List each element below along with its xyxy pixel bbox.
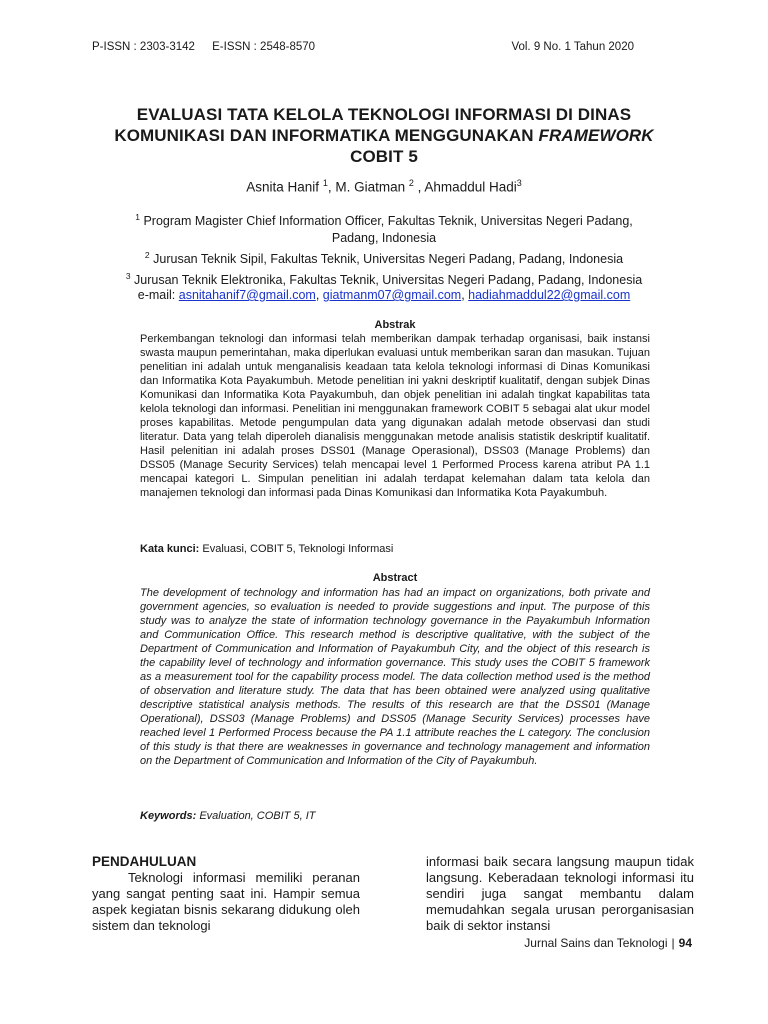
affiliation-2	[80, 247, 688, 268]
page-header	[92, 41, 634, 53]
footer-separator: |	[671, 936, 675, 950]
body-column-right	[426, 854, 694, 934]
journal-name: Jurnal Sains dan Teknologi	[524, 936, 668, 950]
author-3: Ahmaddul Hadi	[424, 179, 517, 195]
body-paragraph-left: Teknologi informasi memiliki peranan yang sangat penting saat ini. Hampir semua aspek kegiatan bisnis sekarang didukung oleh sistem dan teknologi	[92, 870, 360, 933]
email-link-3[interactable]: hadiahmaddul22@gmail.com	[468, 288, 631, 302]
section-heading: PENDAHULUAN	[92, 854, 197, 869]
author-3-sup: 3	[516, 178, 522, 188]
page-footer	[500, 936, 692, 950]
pissn: P-ISSN : 2303-3142	[92, 41, 195, 53]
author-2-sup: 2	[408, 178, 414, 188]
author-1-sup: 1	[322, 178, 328, 188]
body-paragraph-right: informasi baik secara langsung maupun tidak langsung. Keberadaan teknologi informasi itu sendiri juga sangat membantu dalam memudahkan segala urusan perorganisasian baik di sektor instansi	[426, 854, 694, 933]
kata-kunci	[140, 543, 650, 555]
affiliation-1	[80, 209, 688, 230]
email-link-2[interactable]: giatmanm07@gmail.com	[322, 288, 462, 302]
title-framework: FRAMEWORK	[538, 126, 654, 145]
author-1: Asnita Hanif	[246, 179, 320, 195]
author-2: M. Giatman	[335, 179, 406, 195]
keywords-values: Evaluation, COBIT 5, IT	[199, 810, 316, 822]
body-column-left	[92, 854, 360, 934]
abstrak-text: Perkembangan teknologi dan informasi telah memberikan dampak terhadap organisasi, baik instansi swasta maupun pemerintahan, maka diperlukan evaluasi untuk memberikan saran dan masukan. Tujuan penelitian ini adalah untuk menganalisis keadaan tata kelola teknologi informasi di Dinas Komunikasi dan Informatika Kota Payakumbuh. Metode penelitian ini yakni deskriptif kualitatif, dengan subjek Dinas Komunikasi dan Informatika Kota Payakumbuh, dan objek penelitian ini adalah tingkat kapabilitas tata kelola teknologi dan informasi. Penelitian ini menggunakan framework COBIT 5 sebagai alat ukur model proses kapabilitas. Metode pengumpulan data yang digunakan adalah metode observasi dan studi literatur. Data yang telah diperoleh dianalisis menggunakan metode analisis statistik deskriptif kualitatif. Hasil pelenitian ini adalah proses DSS01 (Manage Operasional), DSS03 (Manage Problems) dan DSS05 (Manage Security Services) telah mencapai level 1 Performed Process karena atribut PA 1.1 mencapai kategori L. Simpulan penelitian ini adalah terdapat kelemahan dalam tata kelola dan manajemen teknologi dan informasi pada Dinas Komunikasi dan Informatika Kota Payakumbuh.	[140, 333, 650, 499]
abstrak-heading: Abstrak	[374, 319, 416, 331]
title-line-2-text: KOMUNIKASI DAN INFORMATIKA MENGGUNAKAN	[114, 126, 534, 145]
issn-info	[92, 41, 315, 53]
page-number: 94	[678, 936, 692, 950]
affiliation-3-text: Jurusan Teknik Elektronika, Fakultas Teknik, Universitas Negeri Padang, Padang, Indonesia	[134, 273, 643, 288]
keywords-label: Keywords:	[140, 810, 197, 822]
eissn: E-ISSN : 2548-8570	[212, 41, 316, 53]
affiliation-3-sup: 3	[125, 271, 131, 282]
affiliation-1-text: Program Magister Chief Information Officer, Fakultas Teknik, Universitas Negeri Padang,	[143, 214, 633, 229]
abstract-heading: Abstract	[372, 572, 418, 584]
title-line-2	[80, 125, 688, 146]
title-line-3: COBIT 5	[350, 147, 418, 166]
affiliation-1-sup: 1	[135, 212, 140, 222]
affiliation-3	[80, 268, 688, 289]
email-label: e-mail:	[137, 288, 176, 302]
affiliation-2-text: Jurusan Teknik Sipil, Fakultas Teknik, Universitas Negeri Padang, Padang, Indonesia	[153, 252, 624, 267]
email-link-1[interactable]: asnitahanif7@gmail.com	[178, 288, 316, 302]
affiliation-1-cont: Padang, Indonesia	[331, 231, 437, 246]
email-line: e-mail: asnitahanif7@gmail.com, giatmanm07@gmail.com, hadiahmaddul22@gmail.com	[137, 288, 631, 302]
kata-kunci-values: Evaluasi, COBIT 5, Teknologi Informasi	[202, 543, 394, 555]
keywords	[140, 810, 650, 822]
volume-info: Vol. 9 No. 1 Tahun 2020	[511, 41, 634, 53]
abstract-text: The development of technology and information has had an impact on organizations, both private and government agencies, so evaluation is needed to provide suggestions and input. The purpose of this study was to analyze the state of information technology governance in the Payakumbuh Information and Communication Office. This research method is descriptive qualitative, with the subject of the Department of Communication and Information of Payakumbuh City, and the object of this research is the capability level of technology and information governance. This study uses the COBIT 5 framework as a measurement tool for the capability process model. The data collection method used is the method of observation and literature study. The data that has been obtained were analyzed using qualitative descriptive statistical analysis methods. The results of this research are that the DSS01 (Manage Operational), DSS03 (Manage Problems) and DSS05 (Manage Security Services) processes have reached level 1 Performed Process because the PA 1.1 attribute reaches the L category. The conclusion of this study is that there are weaknesses in governance and technology management and information on the Department of Communication and Information of the City of Payakumbuh.	[140, 587, 650, 767]
affiliations	[80, 209, 688, 289]
affiliation-2-sup: 2	[144, 250, 150, 261]
paper-title	[80, 104, 688, 167]
title-line-1: EVALUASI TATA KELOLA TEKNOLOGI INFORMASI DI DINAS	[136, 105, 632, 124]
author-list: Asnita Hanif $^1$, M. Giatman $^2$ , Ahmaddul Hadi$^3$	[246, 178, 522, 195]
kata-kunci-label: Kata kunci:	[140, 543, 200, 555]
